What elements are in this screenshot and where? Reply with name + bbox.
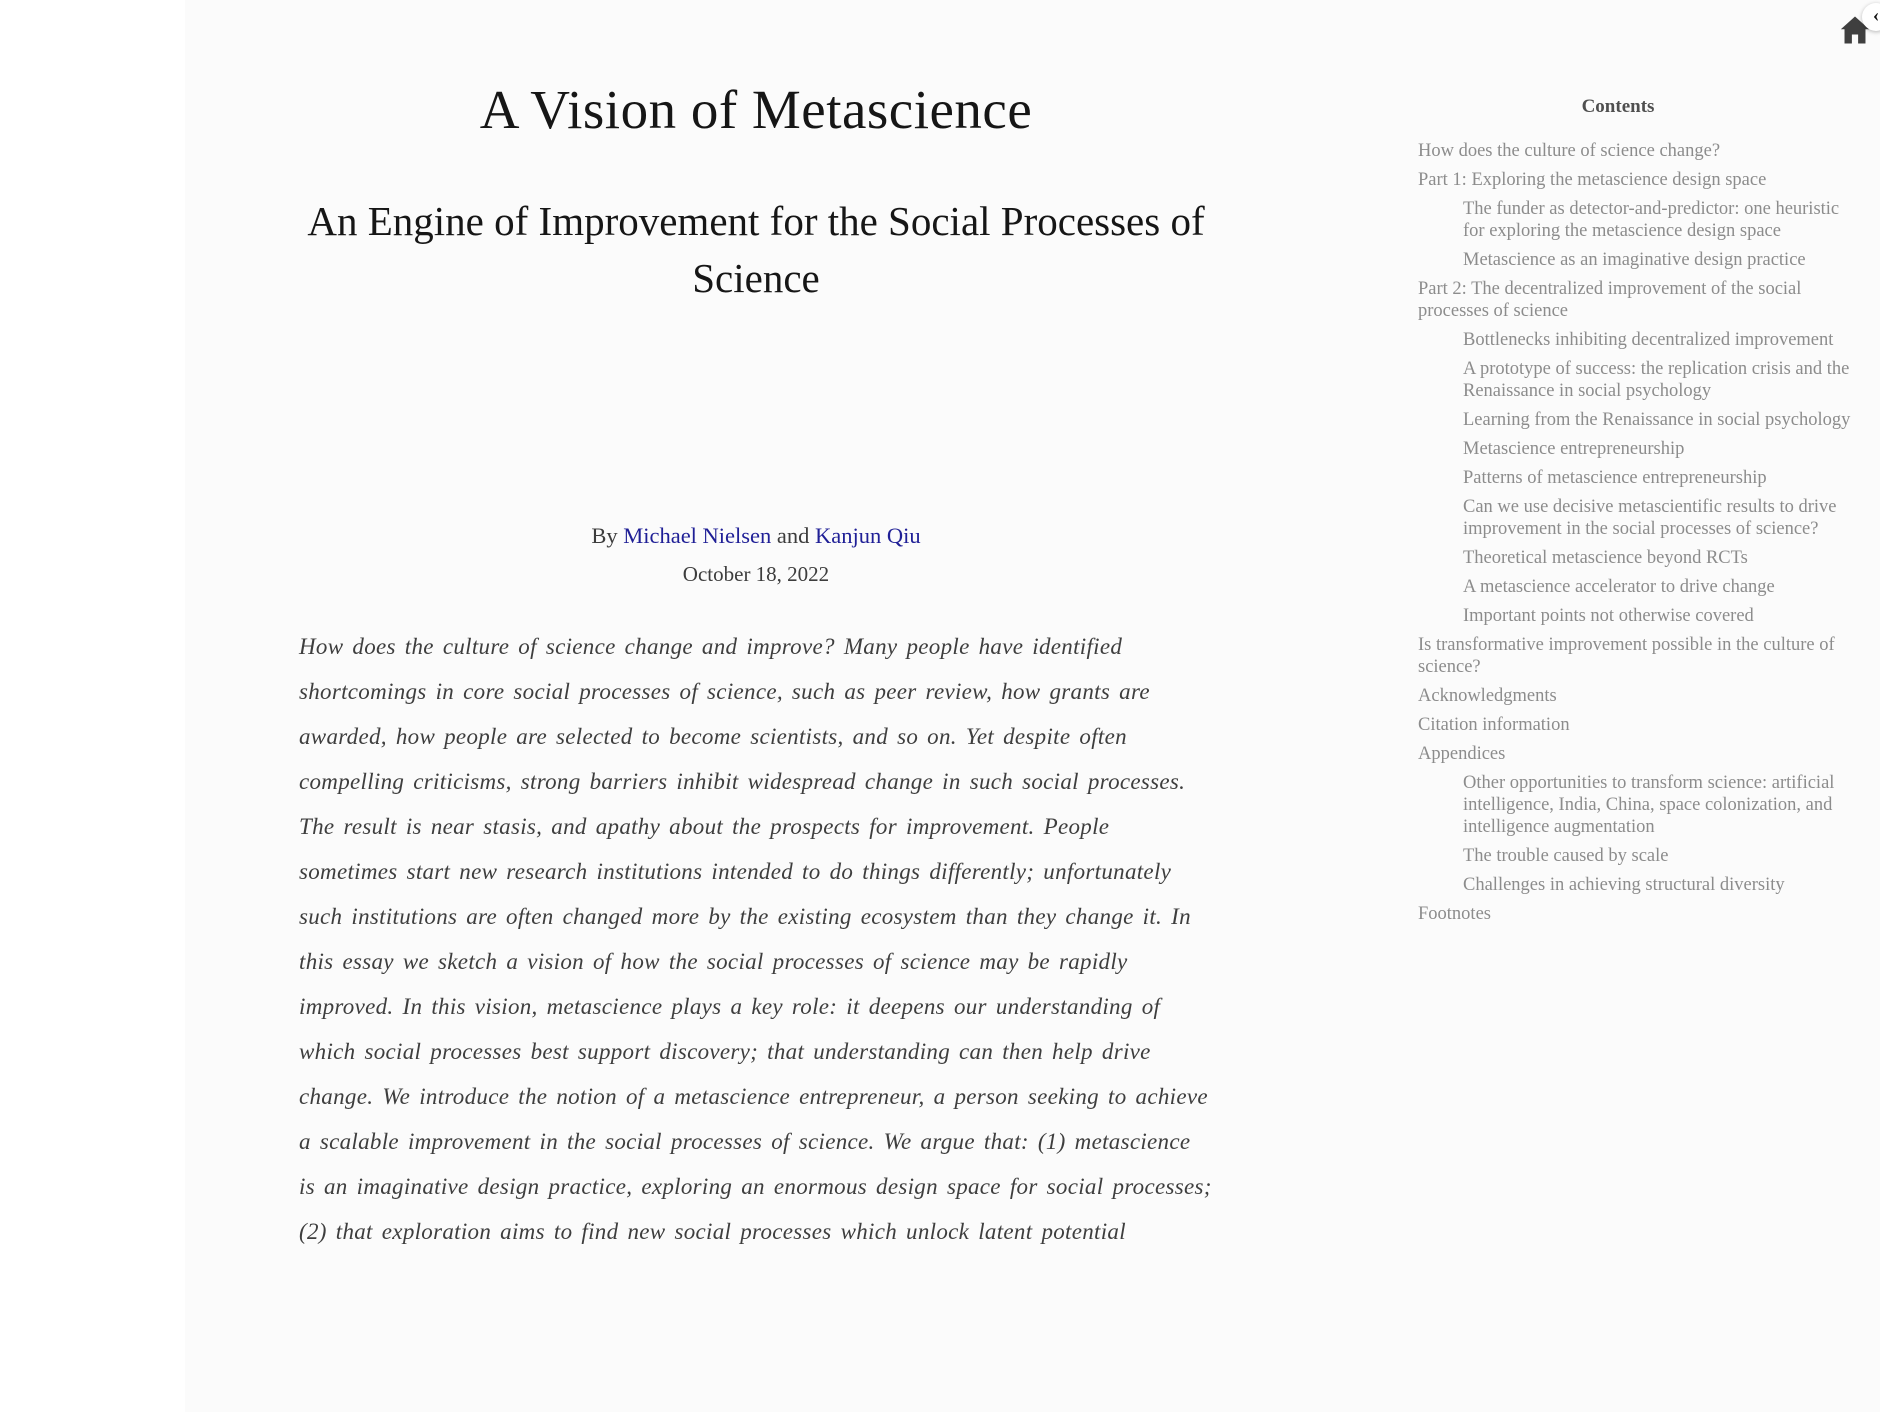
toc-item[interactable]: How does the culture of science change? bbox=[1418, 141, 1721, 161]
toc-heading: Contents bbox=[1581, 96, 1655, 117]
toc-item[interactable]: Bottlenecks inhibiting decentralized improvement bbox=[1463, 330, 1834, 350]
toc-item[interactable]: Is transformative improvement possible in the culture of science? bbox=[1418, 635, 1835, 677]
chevron-left-icon[interactable]: ‹ bbox=[1862, 3, 1880, 31]
byline-prefix: By bbox=[591, 523, 618, 549]
toc-item[interactable]: Part 2: The decentralized improvement of the social processes of science bbox=[1418, 279, 1802, 321]
toc-list bbox=[1418, 140, 1858, 925]
toc-item[interactable]: Patterns of metascience entrepreneurship bbox=[1463, 468, 1767, 488]
toc-item[interactable]: Can we use decisive metascientific results to drive improvement in the social processes of science? bbox=[1463, 497, 1837, 539]
abstract-paragraph: How does the culture of science change and improve? Many people have identified shortcomings in core social processes of science, such as peer review, how grants are awarded, how people are selected to become scientists, and so on. Yet despite often compelling criticisms, strong barriers inhibit widespread change in such social processes. The result is near stasis, and apathy about the prospects for improvement. People sometimes start new research institutions intended to do things differently; unfortunately such institutions are often changed more by the existing ecosystem than they change it. In this essay we sketch a vision of how the social processes of science may be rapidly improved. In this vision, metascience plays a key role: it deepens our understanding of which social processes best support discovery; that understanding can then help drive change. We introduce the notion of a metascience entrepreneur, a person seeking to achieve a scalable improvement in the social processes of science. We argue that: (1) metascience is an imaginative design practice, exploring an enormous design space for social processes; (2) that exploration aims to find new social processes which unlock latent potential bbox=[299, 634, 1212, 1245]
toc-item[interactable]: Footnotes bbox=[1418, 904, 1491, 924]
toc-item[interactable]: Part 1: Exploring the metascience design space bbox=[1418, 170, 1767, 190]
toc-item[interactable]: A prototype of success: the replication crisis and the Renaissance in social psychology bbox=[1463, 359, 1850, 401]
byline bbox=[267, 523, 1245, 549]
toc-item[interactable]: Other opportunities to transform science: artificial intelligence, India, China, space colonization, and intelligence augmentation bbox=[1463, 773, 1835, 837]
toc-item[interactable]: The trouble caused by scale bbox=[1463, 846, 1669, 866]
publication-date: October 18, 2022 bbox=[682, 562, 830, 587]
page-title: A Vision of Metascience bbox=[479, 79, 1033, 140]
toc-item[interactable]: Important points not otherwise covered bbox=[1463, 606, 1754, 626]
toc-item[interactable]: Metascience as an imaginative design practice bbox=[1463, 250, 1806, 270]
author-link-michael-nielsen[interactable]: Michael Nielsen bbox=[623, 523, 772, 549]
toc-item[interactable]: Metascience entrepreneurship bbox=[1463, 439, 1685, 459]
toc-item[interactable]: Appendices bbox=[1418, 744, 1506, 764]
toc-item[interactable]: Citation information bbox=[1418, 715, 1570, 735]
toc-item[interactable]: The funder as detector-and-predictor: one heuristic for exploring the metascience design space bbox=[1463, 199, 1840, 241]
page-subtitle: An Engine of Improvement for the Social Processes of Science bbox=[307, 198, 1205, 302]
toc-item[interactable]: Theoretical metascience beyond RCTs bbox=[1463, 548, 1748, 568]
toc-item[interactable]: Challenges in achieving structural diversity bbox=[1463, 875, 1785, 895]
home-button[interactable] bbox=[1838, 5, 1880, 48]
author-link-kanjun-qiu[interactable]: Kanjun Qiu bbox=[815, 523, 921, 549]
byline-conjunction: and bbox=[776, 523, 810, 549]
essay-column bbox=[267, 0, 1245, 1254]
toc-item[interactable]: A metascience accelerator to drive change bbox=[1463, 577, 1775, 597]
toc-item[interactable]: Acknowledgments bbox=[1418, 686, 1557, 706]
table-of-contents bbox=[1418, 96, 1858, 932]
toc-item[interactable]: Learning from the Renaissance in social psychology bbox=[1463, 410, 1851, 430]
